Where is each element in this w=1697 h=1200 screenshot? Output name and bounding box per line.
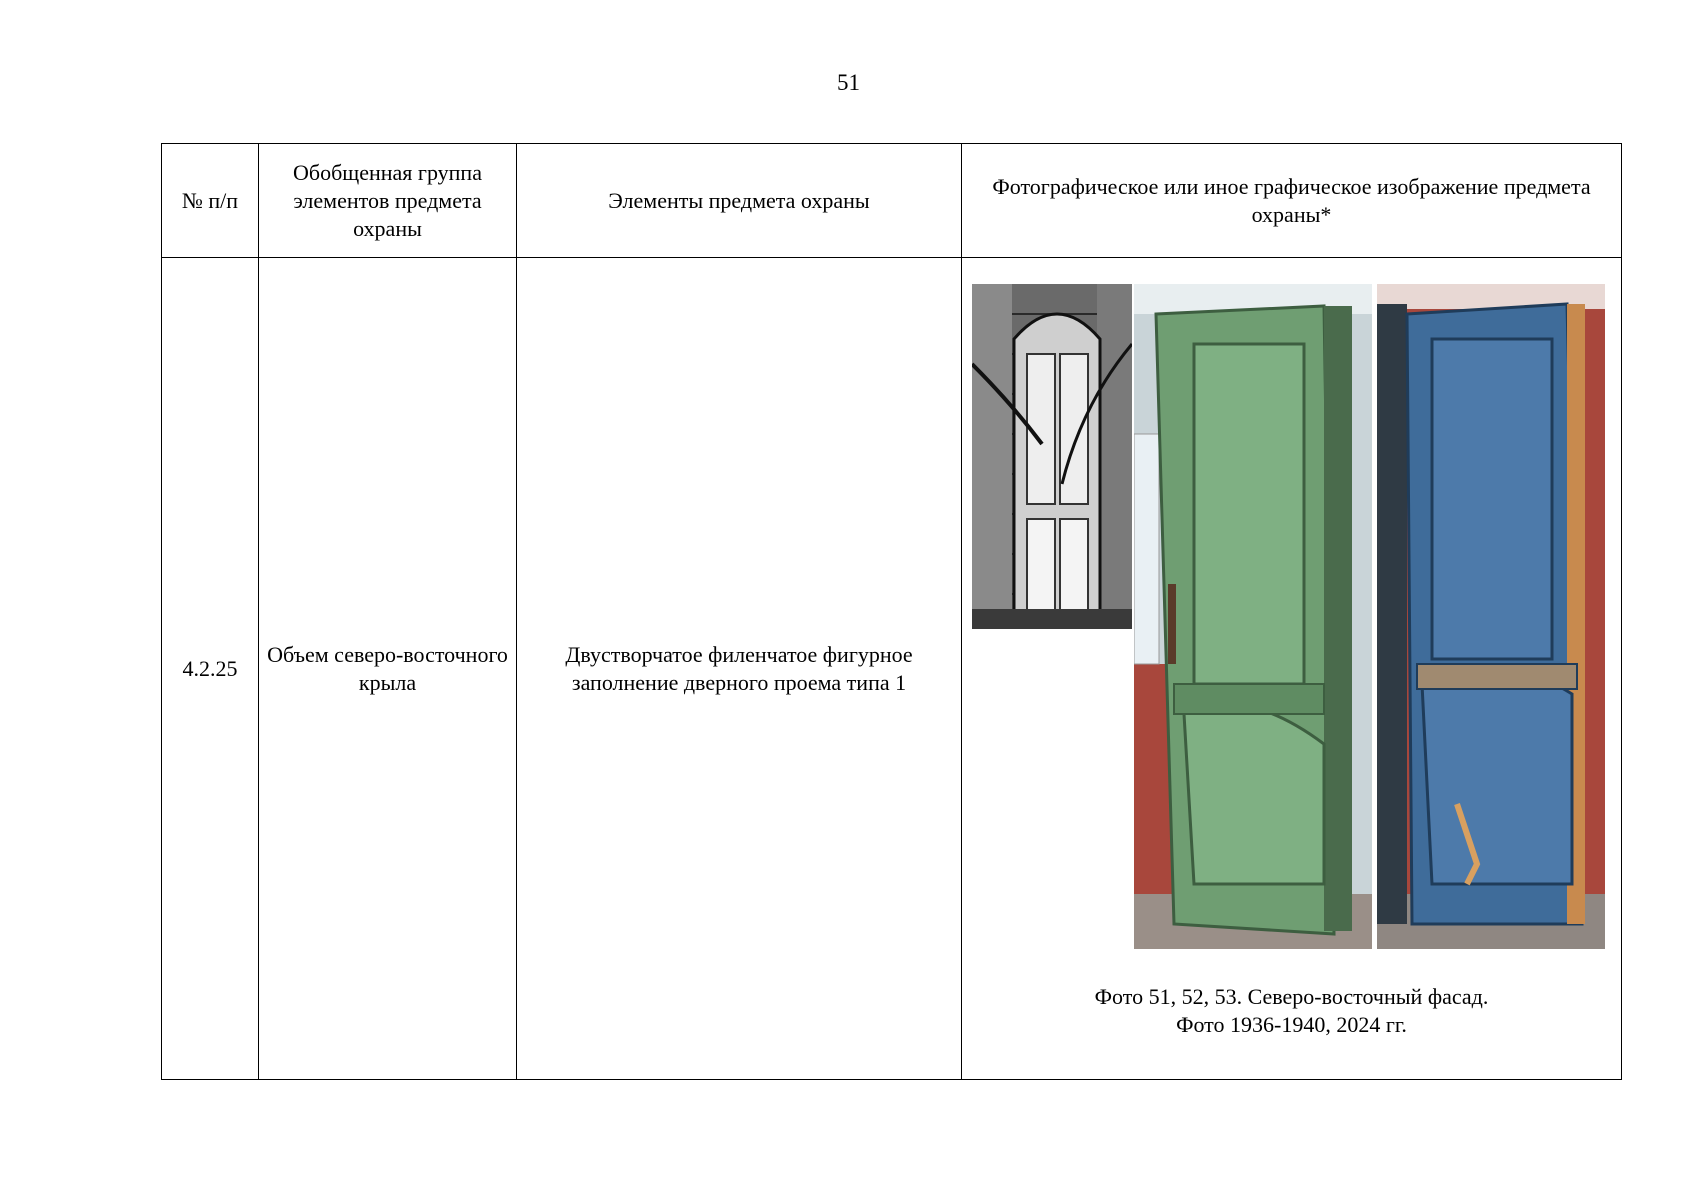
archival-photo	[972, 284, 1132, 629]
protection-elements-table	[161, 143, 1622, 1080]
photo-group	[972, 284, 1612, 949]
cell-number: 4.2.25	[162, 258, 259, 1080]
caption-line-1: Фото 51, 52, 53. Северо-восточный фасад.	[1094, 984, 1489, 1009]
cell-photo	[962, 258, 1622, 1080]
caption-line-2: Фото 1936-1940, 2024 гг.	[1176, 1012, 1407, 1037]
table-row	[162, 258, 1622, 1080]
header-group: Обобщенная группа элементов предмета охраны	[259, 144, 517, 258]
header-number: № п/п	[162, 144, 259, 258]
page-number: 51	[837, 70, 860, 95]
table-header-row	[162, 144, 1622, 258]
photo-caption	[962, 983, 1621, 1039]
cell-group: Объем северо-восточного крыла	[259, 258, 517, 1080]
header-photo: Фотографическое или иное графическое изображение предмета охраны*	[962, 144, 1622, 258]
cell-elements: Двустворчатое филенчатое фигурное заполнение дверного проема типа 1	[517, 258, 962, 1080]
green-door-photo	[1134, 284, 1372, 949]
header-elements: Элементы предмета охраны	[517, 144, 962, 258]
blue-door-photo	[1377, 284, 1605, 949]
